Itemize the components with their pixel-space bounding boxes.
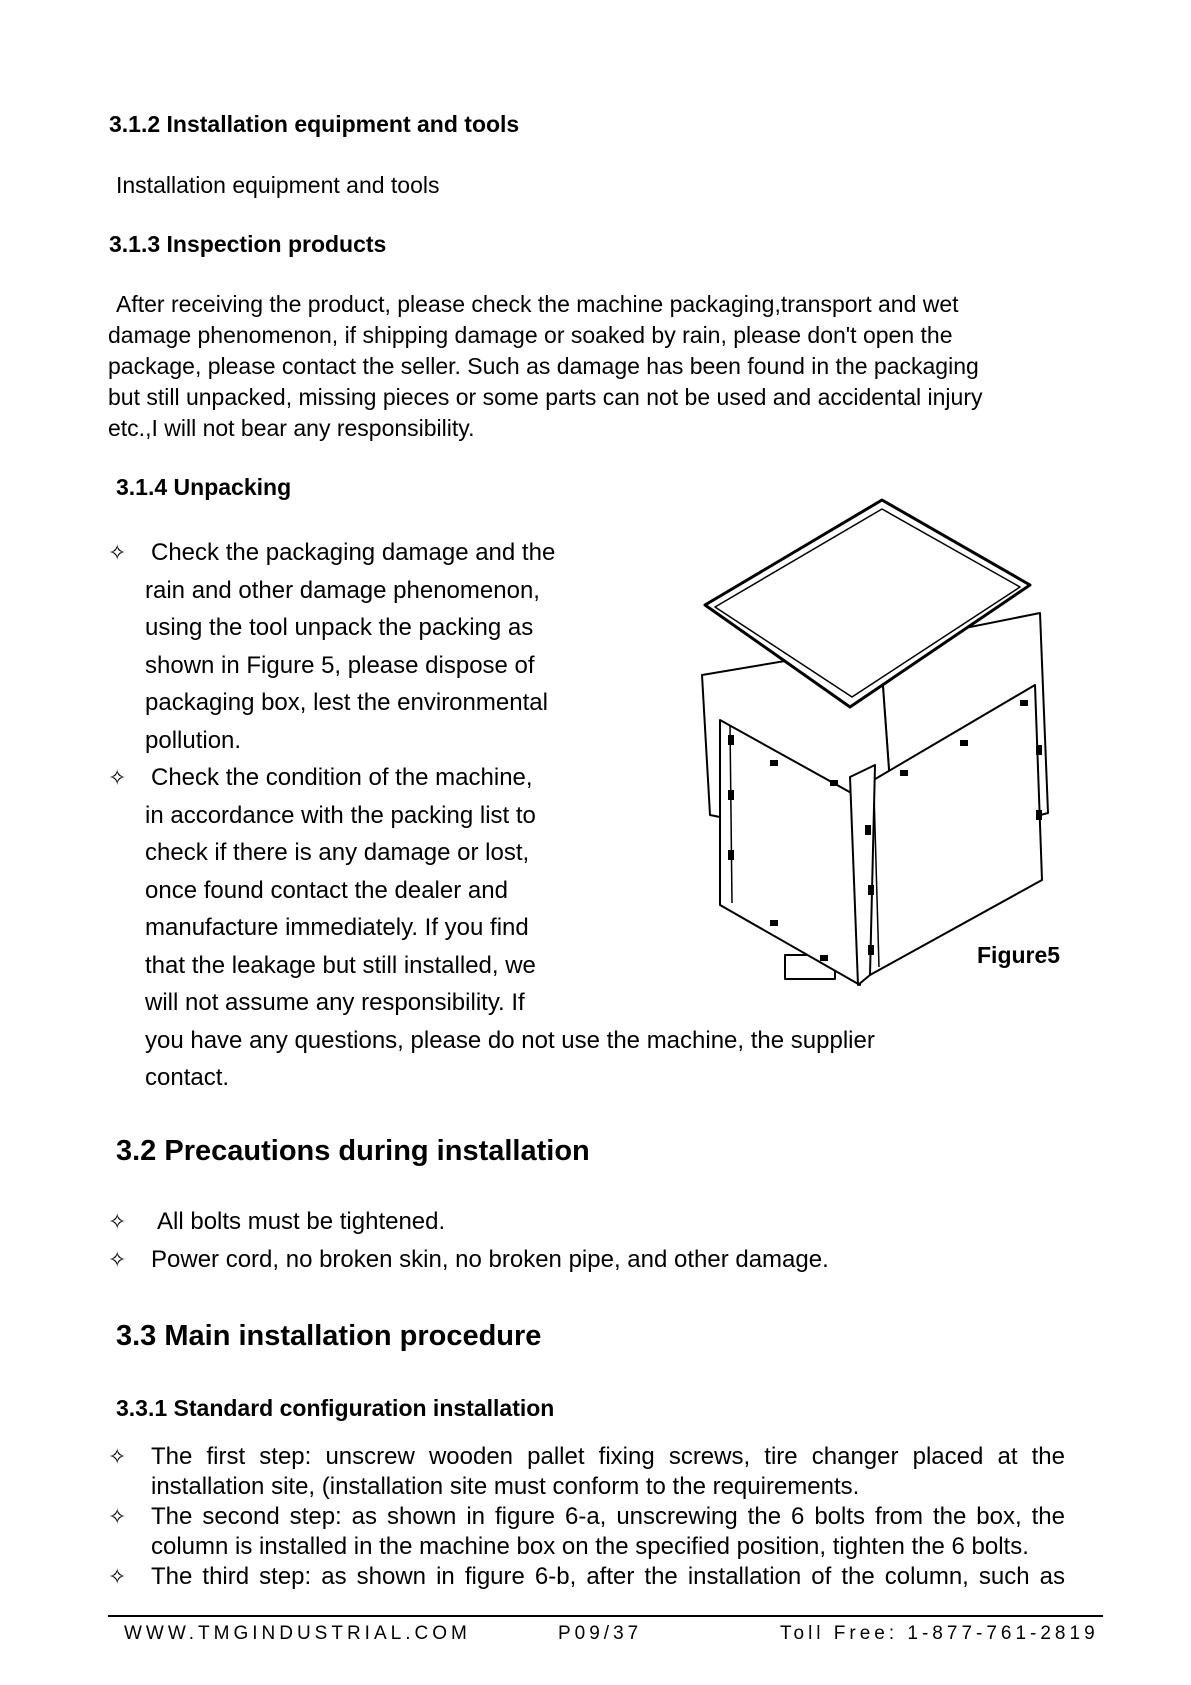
- bullet-line: rain and other damage phenomenon,: [145, 576, 540, 604]
- paragraph-line: etc.,I will not bear any responsibility.: [108, 415, 475, 441]
- bullet-line: once found contact the dealer and: [145, 876, 508, 904]
- list-item: [108, 1241, 1108, 1279]
- heading-3-3: 3.3 Main installation procedure: [116, 1320, 542, 1352]
- paragraph-line: After receiving the product, please check the machine packaging,transport and wet: [116, 291, 959, 317]
- bullet-line: contact.: [145, 1064, 230, 1091]
- inspection-paragraph: [108, 289, 1108, 444]
- paragraph-line: damage phenomenon, if shipping damage or soaked by rain, please don't open the: [108, 322, 953, 348]
- list-item: [108, 1203, 1108, 1241]
- list-item: [108, 1502, 1108, 1562]
- bullet-star-icon: ✧: [108, 1564, 127, 1589]
- bullet-line: manufacture immediately. If you find: [145, 914, 529, 941]
- heading-3-2: 3.2 Precautions during installation: [116, 1135, 590, 1167]
- heading-3-1-2: 3.1.2 Installation equipment and tools: [109, 111, 520, 137]
- footer-page-number: P09/37: [558, 1623, 643, 1644]
- bullet-star-icon: ✧: [108, 1209, 127, 1234]
- heading-3-1-3: 3.1.3 Inspection products: [109, 231, 387, 257]
- bullet-line: Check the packaging damage and the: [151, 539, 556, 566]
- step-line: The second step: as shown in figure 6-a, unscrewing the 6 bolts from the box, the: [151, 1503, 1065, 1530]
- figure-caption: Figure5: [977, 942, 1061, 968]
- list-item: [108, 1562, 1108, 1592]
- step-line: The third step: as shown in figure 6-b, after the installation of the column, such as: [151, 1563, 1065, 1590]
- bullet-line: shown in Figure 5, please dispose of: [145, 651, 535, 679]
- list-item-text: All bolts must be tightened.: [157, 1208, 446, 1235]
- bullet-line: Check the condition of the machine,: [151, 764, 533, 791]
- footer-divider: [108, 1615, 1103, 1617]
- bullet-line: will not assume any responsibility. If: [145, 989, 525, 1016]
- bullet-star-icon: ✧: [108, 765, 127, 790]
- footer-toll-free: Toll Free: 1-877-761-2819: [780, 1623, 1099, 1644]
- step-line: column is installed in the machine box on the specified position, tighten the 6 bolts.: [151, 1533, 1029, 1560]
- precautions-list: [108, 1203, 1108, 1278]
- bullet-line: in accordance with the packing list to: [145, 801, 536, 829]
- step-line: The first step: unscrew wooden pallet fixing screws, tire changer placed at the: [151, 1443, 1065, 1470]
- bullet-line: check if there is any damage or lost,: [145, 839, 530, 866]
- bullet-line: you have any questions, please do not use the machine, the supplier: [145, 1026, 875, 1054]
- bullet-line: pollution.: [145, 726, 242, 754]
- paragraph-line: package, please contact the seller. Such as damage has been found in the packaging: [108, 353, 979, 379]
- paragraph-line: but still unpacked, missing pieces or some parts can not be used and accidental injury: [108, 384, 983, 410]
- heading-3-3-1: 3.3.1 Standard configuration installation: [116, 1395, 555, 1421]
- bullet-star-icon: ✧: [108, 1246, 127, 1272]
- tools-text: Installation equipment and tools: [116, 172, 440, 198]
- list-item-text: Power cord, no broken skin, no broken pipe, and other damage.: [151, 1245, 829, 1273]
- heading-3-1-4: 3.1.4 Unpacking: [116, 474, 292, 500]
- bullet-line: using the tool unpack the packing as: [145, 614, 534, 641]
- bullet-line: that the leakage but still installed, we: [145, 951, 536, 979]
- footer-website: WWW.TMGINDUSTRIAL.COM: [124, 1623, 471, 1644]
- bullet-star-icon: ✧: [108, 1504, 127, 1529]
- bullet-line: packaging box, lest the environmental: [145, 689, 548, 716]
- step-line: installation site, (installation site must conform to the requirements.: [151, 1473, 860, 1500]
- bullet-star-icon: ✧: [108, 1444, 127, 1469]
- list-item: [108, 1442, 1108, 1502]
- bullet-star-icon: ✧: [108, 540, 127, 565]
- installation-steps: [108, 1442, 1108, 1592]
- crate-illustration: [690, 495, 1090, 995]
